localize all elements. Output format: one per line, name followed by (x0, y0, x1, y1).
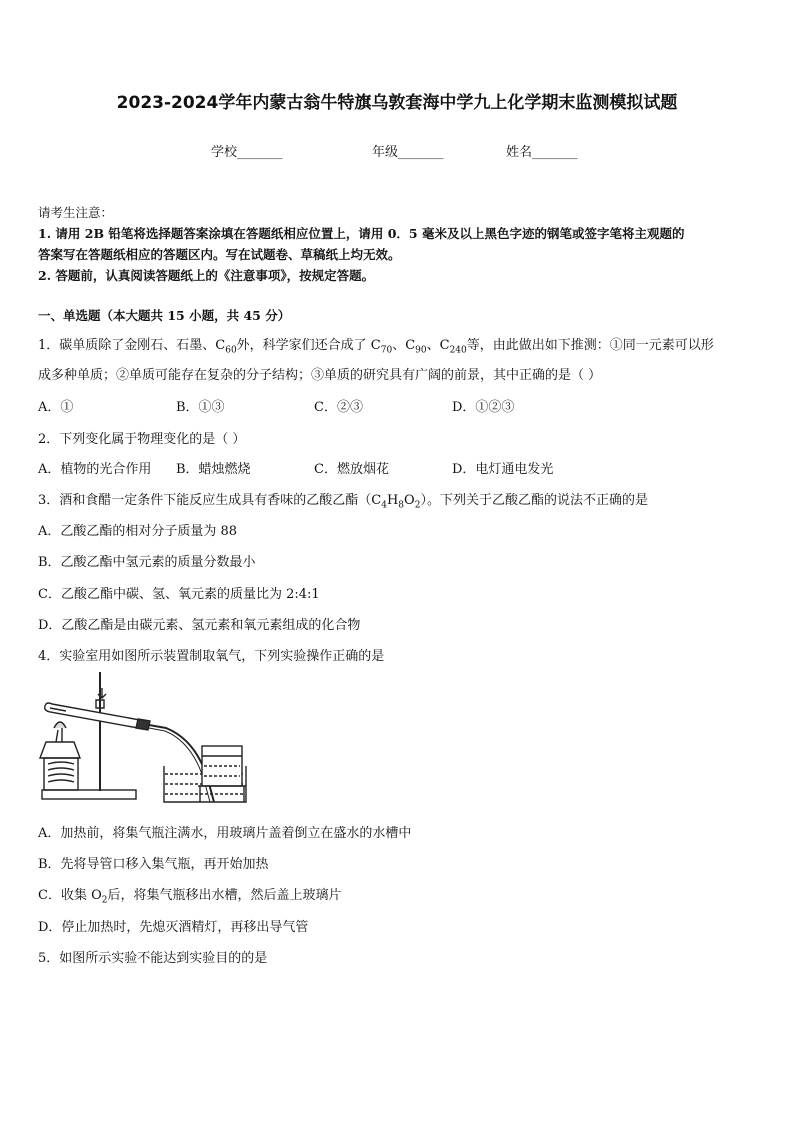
q4-option-a: A．加热前，将集气瓶注满水，用玻璃片盖着倒立在盛水的水槽中 (38, 826, 412, 841)
q3-option-c: C．乙酸乙酯中碳、氢、氧元素的质量比为 2:4:1 (38, 587, 320, 602)
page-title: 2023-2024学年内蒙古翁牛特旗乌敦套海中学九上化学期末监测模拟试题 (116, 93, 678, 113)
notice-line-3: 2. 答题前，认真阅读答题纸上的《注意事项》，按规定答题。 (38, 268, 375, 283)
q3-text-c: O (404, 493, 415, 508)
q1-text-d: 、C (426, 338, 450, 353)
stopper (136, 719, 150, 730)
q1-option-c: C．②③ (314, 400, 363, 415)
school-field (211, 141, 283, 160)
q3-option-b: B．乙酸乙酯中氢元素的质量分数最小 (38, 555, 256, 570)
q3-sub-3: 2 (414, 500, 421, 511)
question-1-line-2: 成多种单质；②单质可能存在复杂的分子结构；③单质的研究具有广阔的前景，其中正确的是（ ） (38, 368, 602, 383)
q1-sub-3: 90 (415, 345, 427, 356)
q2-option-d: D．电灯通电发光 (452, 462, 554, 477)
q1-sub-1: 60 (225, 345, 237, 356)
q1-text-c: 、C (392, 338, 416, 353)
q1-text-a: 1．碳单质除了金刚石、石墨、C (38, 338, 226, 353)
q4-option-b: B．先将导管口移入集气瓶，再开始加热 (38, 857, 269, 872)
q3-text-a: 3．酒和食醋一定条件下能反应生成具有香味的乙酸乙酯（C (38, 493, 382, 508)
school-label: 学校 (211, 145, 238, 160)
q3-option-d: D．乙酸乙酯是由碳元素、氢元素和氧元素组成的化合物 (38, 618, 361, 633)
lamp-body (40, 742, 80, 758)
q4-option-c-a: C．收集 O (38, 888, 102, 903)
q2-option-b: B．蜡烛燃烧 (176, 462, 251, 477)
oxygen-apparatus-figure (36, 670, 250, 806)
q1-text-b: 外，科学家们还合成了 C (236, 338, 381, 353)
q4-option-c-b: 后，将集气瓶移出水槽，然后盖上玻璃片 (107, 888, 342, 903)
school-blank: _______ (237, 145, 283, 160)
flame (54, 722, 66, 728)
q2-option-c: C．燃放烟花 (314, 462, 389, 477)
question-1 (38, 334, 714, 356)
q3-sub-2: 8 (398, 500, 405, 511)
q4-option-c-sub: 2 (101, 895, 108, 906)
name-label: 姓名 (506, 145, 533, 160)
q1-option-a: A．① (38, 400, 74, 415)
question-5: 5．如图所示实验不能达到实验目的的是 (38, 951, 268, 966)
q3-sub-1: 4 (381, 500, 387, 511)
q4-option-d: D．停止加热时，先熄灭酒精灯，再移出导气管 (38, 920, 309, 935)
stand-base (42, 790, 136, 799)
q3-option-a: A．乙酸乙酯的相对分子质量为 88 (38, 524, 238, 539)
grade-label: 年级 (372, 145, 399, 160)
notice-heading: 请考生注意： (38, 205, 114, 220)
q4-option-c (38, 884, 342, 906)
name-field (506, 141, 578, 160)
name-blank: _______ (532, 145, 578, 160)
section-heading: 一、单选题（本大题共 15 小题，共 45 分） (38, 308, 291, 323)
q3-text-b: H (386, 493, 399, 508)
q1-sub-2: 70 (380, 345, 393, 356)
q1-option-b: B．①③ (176, 400, 225, 415)
q1-text-e: 等，由此做出如下推测：①同一元素可以形 (466, 338, 714, 353)
question-2: 2．下列变化属于物理变化的是（ ） (38, 432, 246, 447)
grade-blank: _______ (398, 145, 444, 160)
q1-option-d: D．①②③ (452, 400, 515, 415)
grade-field (372, 141, 444, 160)
q3-text-d: ）。下列关于乙酸乙酯的说法不正确的是 (420, 493, 648, 508)
q2-option-a: A．植物的光合作用 (38, 462, 152, 477)
q1-sub-4: 240 (449, 345, 467, 356)
question-3 (38, 489, 648, 511)
notice-line-2: 答案写在答题纸相应的答题区内。写在试题卷、草稿纸上均无效。 (38, 247, 401, 262)
notice-line-1: 1. 请用 2B 铅笔将选择题答案涂填在答题纸相应位置上，请用 0．5 毫米及以上黑色字迹的钢笔或签字笔将主观题的 (38, 226, 685, 241)
question-4: 4．实验室用如图所示装置制取氧气，下列实验操作正确的是 (38, 649, 385, 664)
